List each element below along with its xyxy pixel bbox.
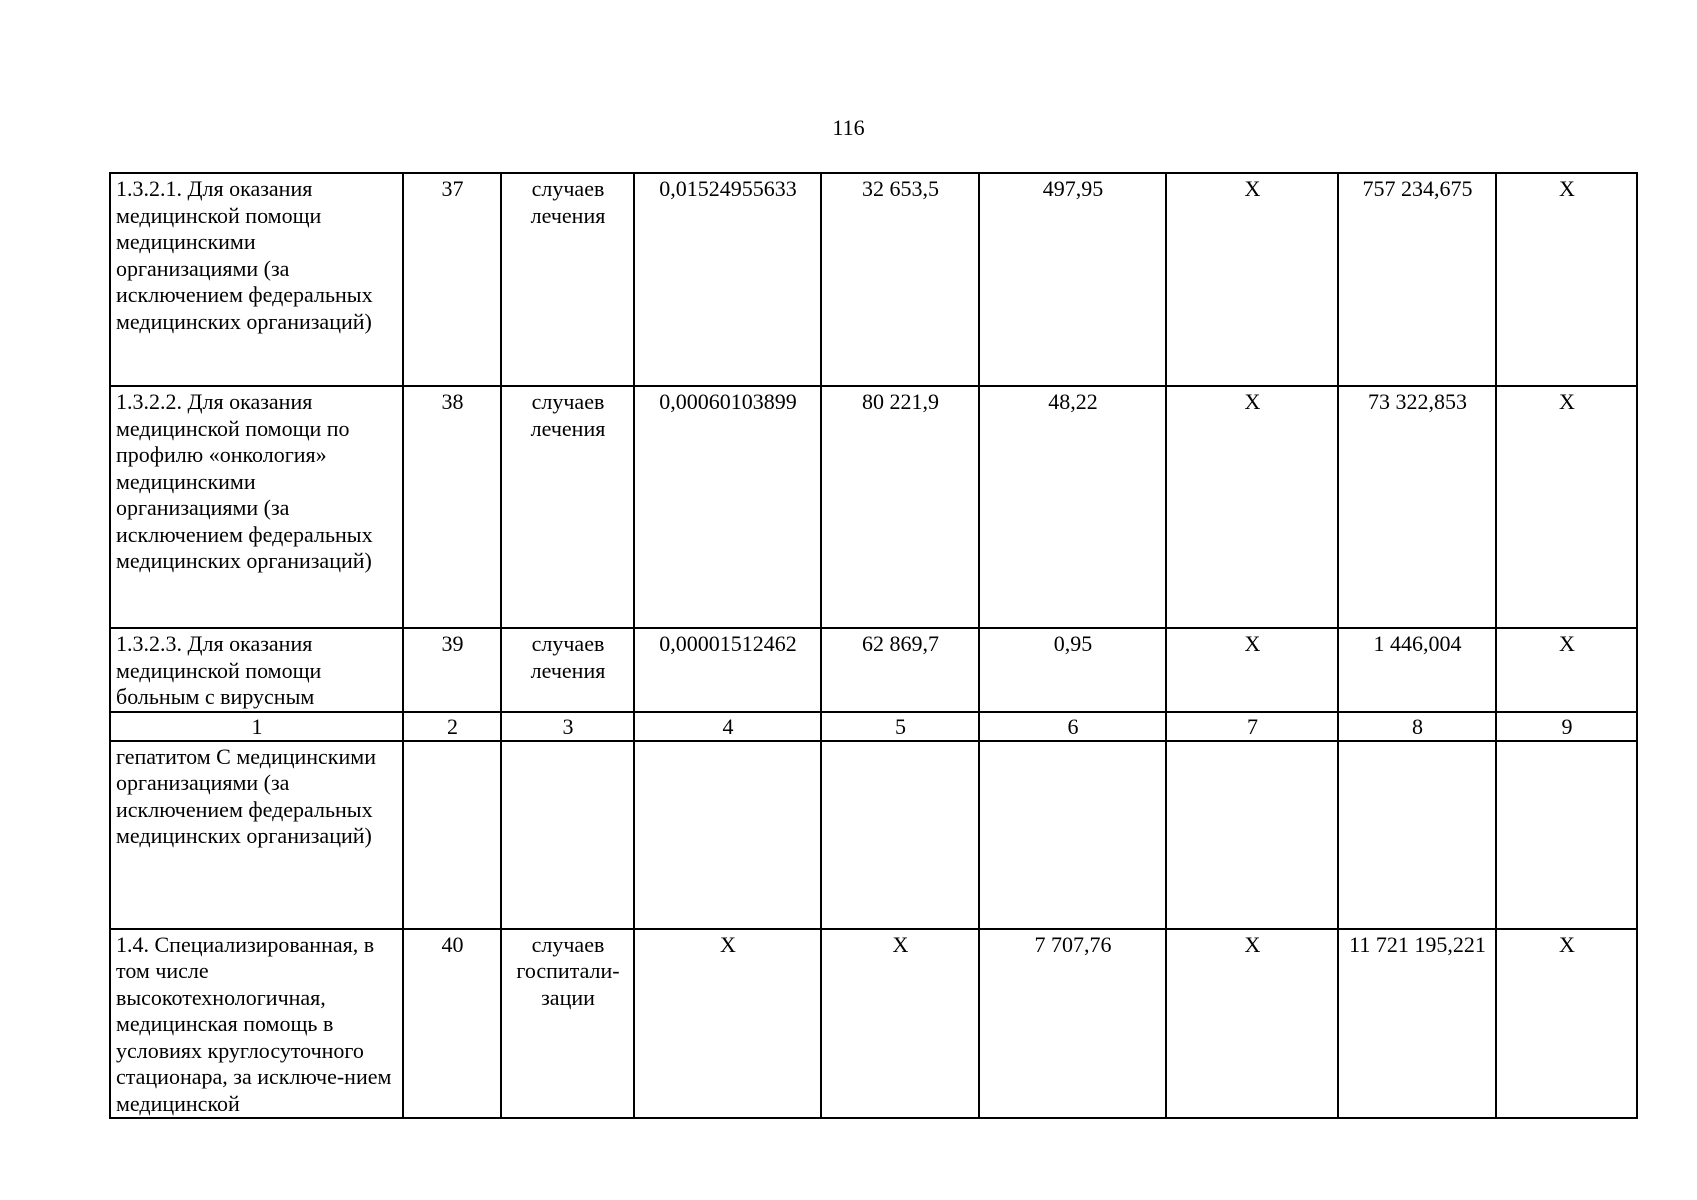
value-cell-7: Х (1166, 173, 1338, 386)
empty-cell (1496, 741, 1637, 929)
table-row (110, 929, 1637, 1119)
value-cell-9: Х (1496, 386, 1637, 628)
column-number: 1 (110, 712, 403, 741)
column-number: 8 (1338, 712, 1496, 741)
value-cell-7: Х (1166, 386, 1338, 628)
table-row (110, 386, 1637, 628)
row-number-cell: 38 (403, 386, 501, 628)
column-number: 3 (501, 712, 634, 741)
value-cell-9: Х (1496, 628, 1637, 712)
column-number: 6 (979, 712, 1166, 741)
value-cell-8: 757 234,675 (1338, 173, 1496, 386)
row-number-cell: 37 (403, 173, 501, 386)
empty-cell (979, 741, 1166, 929)
column-numbers-row (110, 712, 1637, 741)
empty-cell (634, 741, 821, 929)
value-cell-5: Х (821, 929, 979, 1119)
unit-cell: случаев лечения (501, 628, 634, 712)
row-name-cell: 1.3.2.2. Для оказания медицинской помощи по профилю «онкология» медицинскими организациями (за исключением федеральных медицинских организаций) (110, 386, 403, 628)
column-number: 5 (821, 712, 979, 741)
row-name-cell: гепатитом С медицинскими организациями (за исключением федеральных медицинских организаций) (110, 741, 403, 929)
column-number: 2 (403, 712, 501, 741)
empty-cell (403, 741, 501, 929)
table-row (110, 628, 1637, 712)
row-name-cell: 1.3.2.3. Для оказания медицинской помощи больным с вирусным (110, 628, 403, 712)
unit-cell: случаев лечения (501, 173, 634, 386)
empty-cell (821, 741, 979, 929)
value-cell-7: Х (1166, 929, 1338, 1119)
value-cell-4: 0,00001512462 (634, 628, 821, 712)
value-cell-9: Х (1496, 173, 1637, 386)
data-table (109, 172, 1638, 1119)
value-cell-8: 73 322,853 (1338, 386, 1496, 628)
column-number: 4 (634, 712, 821, 741)
value-cell-7: Х (1166, 628, 1338, 712)
value-cell-6: 497,95 (979, 173, 1166, 386)
empty-cell (1166, 741, 1338, 929)
row-number-cell: 39 (403, 628, 501, 712)
value-cell-5: 32 653,5 (821, 173, 979, 386)
value-cell-5: 80 221,9 (821, 386, 979, 628)
page-number: 116 (832, 115, 865, 140)
value-cell-8: 1 446,004 (1338, 628, 1496, 712)
unit-cell: случаев госпитали-зации (501, 929, 634, 1119)
table-row (110, 173, 1637, 386)
value-cell-4: Х (634, 929, 821, 1119)
value-cell-9: Х (1496, 929, 1637, 1119)
value-cell-8: 11 721 195,221 (1338, 929, 1496, 1119)
value-cell-6: 7 707,76 (979, 929, 1166, 1119)
value-cell-4: 0,01524955633 (634, 173, 821, 386)
value-cell-6: 48,22 (979, 386, 1166, 628)
row-number-cell: 40 (403, 929, 501, 1119)
column-number: 9 (1496, 712, 1637, 741)
unit-cell: случаев лечения (501, 386, 634, 628)
value-cell-5: 62 869,7 (821, 628, 979, 712)
value-cell-6: 0,95 (979, 628, 1166, 712)
empty-cell (1338, 741, 1496, 929)
empty-cell (501, 741, 634, 929)
table-row-continuation (110, 741, 1637, 929)
row-name-cell: 1.3.2.1. Для оказания медицинской помощи медицинскими организациями (за исключением федеральных медицинских организаций) (110, 173, 403, 386)
column-number: 7 (1166, 712, 1338, 741)
value-cell-4: 0,00060103899 (634, 386, 821, 628)
row-name-cell: 1.4. Специализированная, в том числе высокотехнологичная, медицинская помощь в условиях круглосуточного стационара, за исключе-нием медицинской (110, 929, 403, 1119)
